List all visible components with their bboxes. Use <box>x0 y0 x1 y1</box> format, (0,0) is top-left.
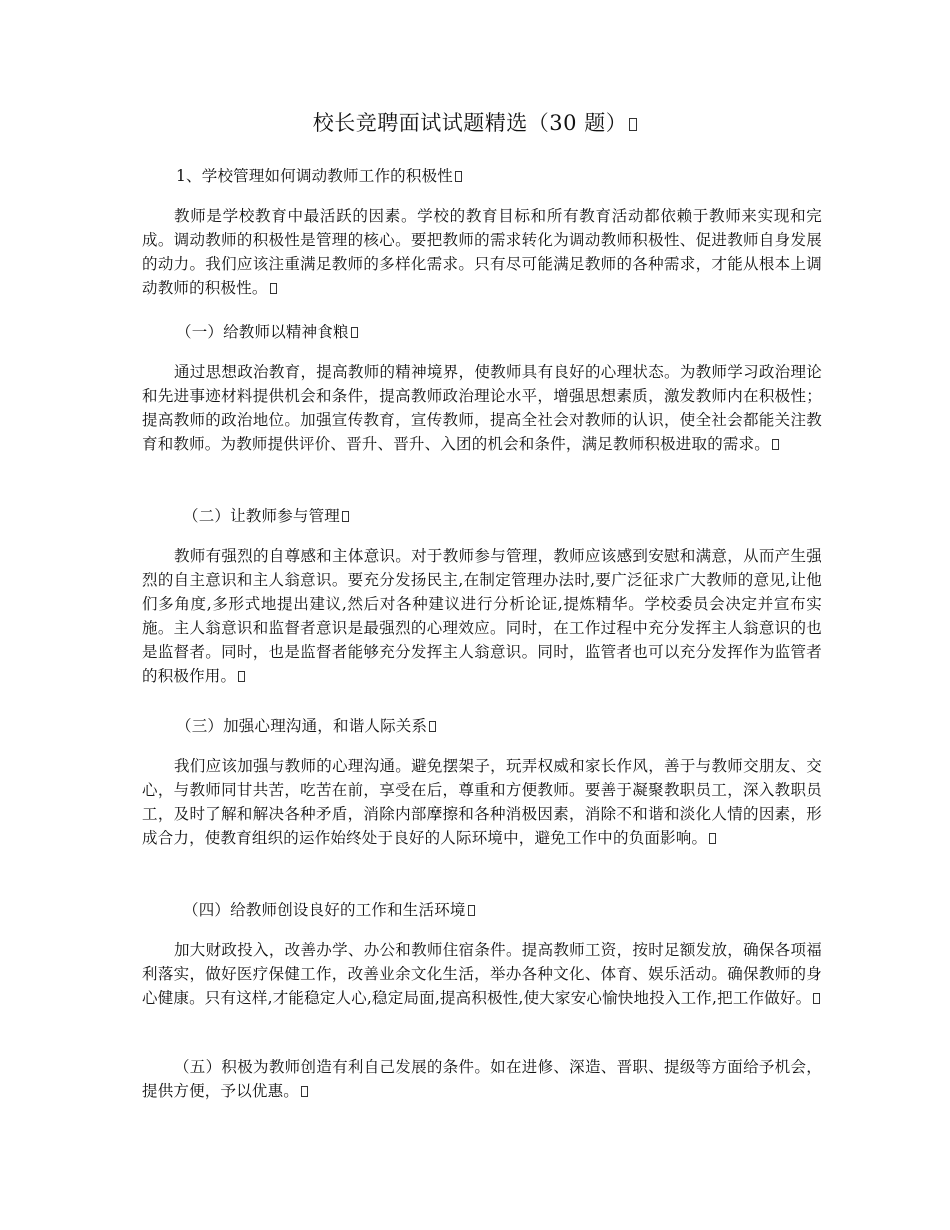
section-heading-text: （四）给教师创设良好的工作和生活环境 <box>183 901 466 919</box>
section-body-4 <box>142 938 822 1010</box>
document-title <box>0 107 950 139</box>
section-body-text: 我们应该加强与教师的心理沟通。避免摆架子，玩弄权威和家长作风，善于与教师交朋友、交心，与教师同甘共苦，吃苦在前，享受在后，尊重和方便教师。要善于凝聚教职员工，深入教职员工，及时了解和解决各种矛盾，消除内部摩擦和各种消极因素，消除不和谐和淡化人情的因素，形成合力，使教育组织的运作始终处于良好的人际环境中，避免工作中的负面影响。 <box>142 757 822 847</box>
section-body-text: 加大财政投入，改善办学、办公和教师住宿条件。提高教师工资，按时足额发放，确保各项福利落实，做好医疗保健工作，改善业余文化生活，举办各种文化、体育、娱乐活动。确保教师的身心健康。只有这样,才能稳定人心,稳定局面,提高积极性,使大家安心愉快地投入工作,把工作做好。 <box>142 941 822 1007</box>
section-body-text: 通过思想政治教育，提高教师的精神境界，使教师具有良好的心理状态。为教师学习政治理论和先进事迹材料提供机会和条件，提高教师政治理论水平，增强思想素质，激发教师内在积极性；提高教师的政治地位。加强宣传教育，宣传教师，提高全社会对教师的认识，使全社会都能关注教育和教师。为教师提供评价、晋升、晋升、入团的机会和条件，满足教师积极进取的需求。 <box>142 363 822 453</box>
section-heading-2 <box>183 504 349 528</box>
missing-glyph-icon <box>301 1086 308 1097</box>
missing-glyph-icon <box>455 171 462 182</box>
section-heading-text: （一）给教师以精神食粮 <box>176 323 349 341</box>
section-body-3 <box>142 754 822 850</box>
missing-glyph-icon <box>429 721 436 732</box>
question-heading <box>176 164 462 188</box>
missing-glyph-icon <box>468 905 475 916</box>
section-body-text: 教师有强烈的自尊感和主体意识。对于教师参与管理，教师应该感到安慰和满意，从而产生强烈的自主意识和主人翁意识。要充分发扬民主,在制定管理办法时,要广泛征求广大教师的意见,让他们多角度,多形式地提出建议,然后对各种建议进行分析论证,提炼精华。学校委员会决定并宣布实施。主人翁意识和监督者意识是最强烈的心理效应。同时，在工作过程中充分发挥主人翁意识的也是监督者。同时，也是监督者能够充分发挥主人翁意识。同时，监管者也可以充分发挥作为监管者的积极作用。 <box>142 547 822 685</box>
section-heading-text: （二）让教师参与管理 <box>183 507 341 525</box>
missing-glyph-icon <box>772 439 779 450</box>
section-heading-text: （三）加强心理沟通，和谐人际关系 <box>176 717 428 735</box>
closing-paragraph <box>142 1055 822 1103</box>
section-heading-3 <box>176 714 436 738</box>
missing-glyph-icon <box>270 283 277 294</box>
section-body-1 <box>142 360 822 456</box>
section-body-2 <box>142 544 822 688</box>
question-text: 1、学校管理如何调动教师工作的积极性 <box>176 167 453 185</box>
closing-text: （五）积极为教师创造有利自己发展的条件。如在进修、深造、晋职、提级等方面给予机会，提供方便，予以优惠。 <box>142 1058 822 1100</box>
intro-paragraph <box>142 204 822 300</box>
intro-text: 教师是学校教育中最活跃的因素。学校的教育目标和所有教育活动都依赖于教师来实现和完成。调动教师的积极性是管理的核心。要把教师的需求转化为调动教师积极性、促进教师自身发展的动力。我们应该注重满足教师的多样化需求。只有尽可能满足教师的各种需求，才能从根本上调动教师的积极性。 <box>142 207 822 297</box>
missing-glyph-icon <box>629 118 637 131</box>
title-text: 校长竞聘面试试题精选（30 题） <box>312 111 628 135</box>
missing-glyph-icon <box>351 327 358 338</box>
missing-glyph-icon <box>709 833 716 844</box>
section-heading-4 <box>183 898 475 922</box>
missing-glyph-icon <box>813 993 820 1004</box>
section-heading-1 <box>176 320 358 344</box>
missing-glyph-icon <box>342 511 349 522</box>
missing-glyph-icon <box>238 671 245 682</box>
